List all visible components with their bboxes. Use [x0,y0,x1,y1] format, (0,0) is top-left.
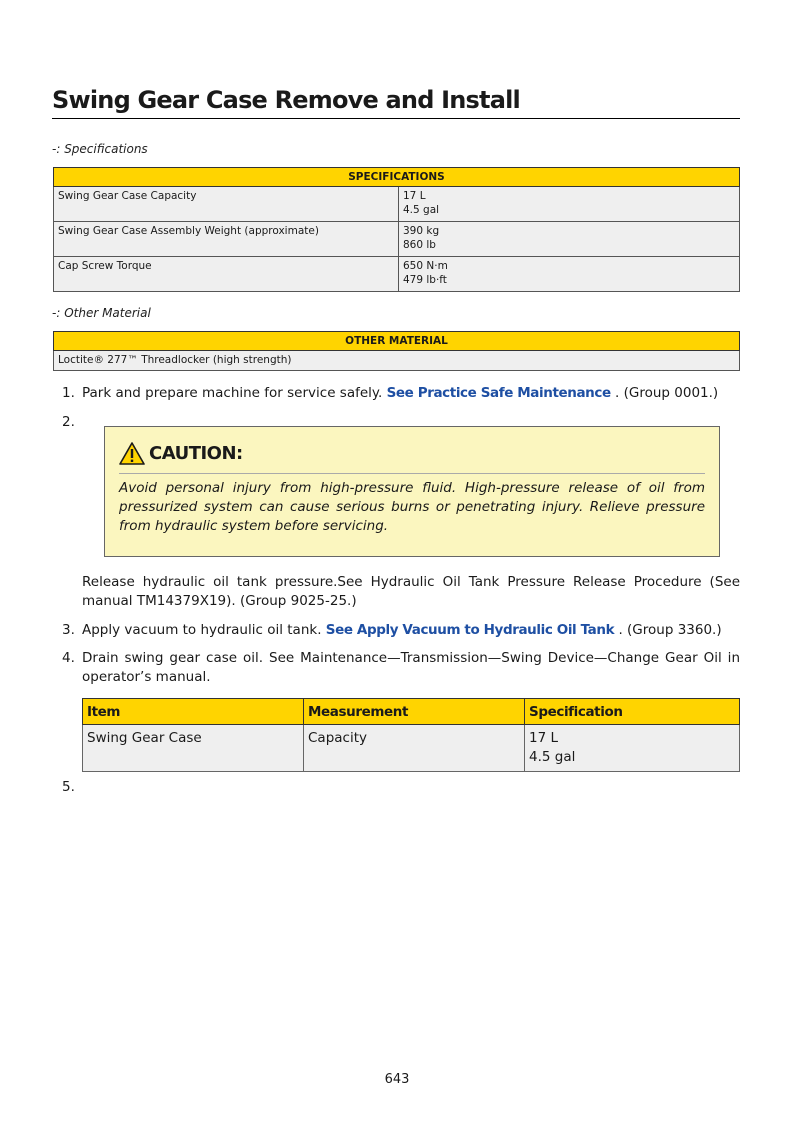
step-number: 2. [62,414,75,430]
caution-box [104,426,720,557]
spec-value-metric: 650 N·m [403,260,448,272]
other-material-item: Loctite® 277™ Threadlocker (high strength) [54,351,740,371]
spec-value-imperial: 4.5 gal [529,749,576,765]
caution-title: CAUTION: [149,443,243,464]
step-text [82,384,740,403]
spec-value-metric: 390 kg [403,225,440,237]
spec-value-imperial: 860 lb [403,239,436,251]
measurement-table [82,698,740,772]
table-row [54,222,740,257]
step-number: 4. [62,650,75,666]
spec-value [399,257,740,292]
column-header-item: Item [83,699,304,725]
apply-vacuum-link[interactable]: See Apply Vacuum to Hydraulic Oil Tank [325,622,615,638]
column-header-specification: Specification [525,699,740,725]
caution-text: Avoid personal injury from high-pressure fluid. High-pressure release of oil from pressurized system can cause serious burns or penetrating injury. Relieve pressure from hydraulic system before servicing. [119,480,705,534]
page-title: Swing Gear Case Remove and Install [52,86,740,119]
other-material-table [53,331,740,371]
table-row [54,187,740,222]
measurement-cell: Capacity [304,725,525,772]
spec-name: Swing Gear Case Capacity [54,187,399,222]
page-number: 643 [384,1072,410,1087]
spec-name: Cap Screw Torque [54,257,399,292]
step-text: Drain swing gear case oil. See Maintenance—Transmission—Swing Device—Change Gear Oil in operator’s manual. [82,650,740,685]
column-header-measurement: Measurement [304,699,525,725]
table-row [83,725,740,772]
specifications-table [53,167,740,292]
step-text: Release hydraulic oil tank pressure.See Hydraulic Oil Tank Pressure Release Procedure (See manual TM14379X19). (Group 9025-25.) [82,574,740,609]
caution-header [119,441,705,474]
step-3 [62,621,740,641]
other-material-label: -: Other Material [52,306,151,320]
other-material-header: OTHER MATERIAL [54,332,740,351]
step-number: 5. [62,779,75,795]
step-1 [62,384,740,404]
step-number: 3. [62,622,75,638]
specification-cell [525,725,740,772]
table-row [54,351,740,371]
step-5 [62,778,740,798]
step-4 [62,649,740,689]
step-text-part: Park and prepare machine for service safely. [82,385,383,401]
step-2-body [62,573,740,613]
spec-value-imperial: 479 lb·ft [403,274,447,286]
table-row [54,257,740,292]
step-text-part: . (Group 3360.) [614,622,722,638]
spec-value-imperial: 4.5 gal [403,204,440,216]
spec-value [399,222,740,257]
spec-value [399,187,740,222]
spec-value-metric: 17 L [403,190,426,202]
warning-triangle-icon [119,441,145,465]
specifications-header: SPECIFICATIONS [54,168,740,187]
step-text-part: . (Group 0001.) [610,385,719,401]
step-number: 1. [62,385,75,401]
step-text-part: Apply vacuum to hydraulic oil tank. [82,622,322,638]
step-text [82,621,740,640]
practice-safe-maintenance-link[interactable]: See Practice Safe Maintenance [386,385,611,401]
spec-value-metric: 17 L [529,730,558,746]
item-cell: Swing Gear Case [83,725,304,772]
specifications-label: -: Specifications [52,142,148,156]
spec-name: Swing Gear Case Assembly Weight (approximate) [54,222,399,257]
